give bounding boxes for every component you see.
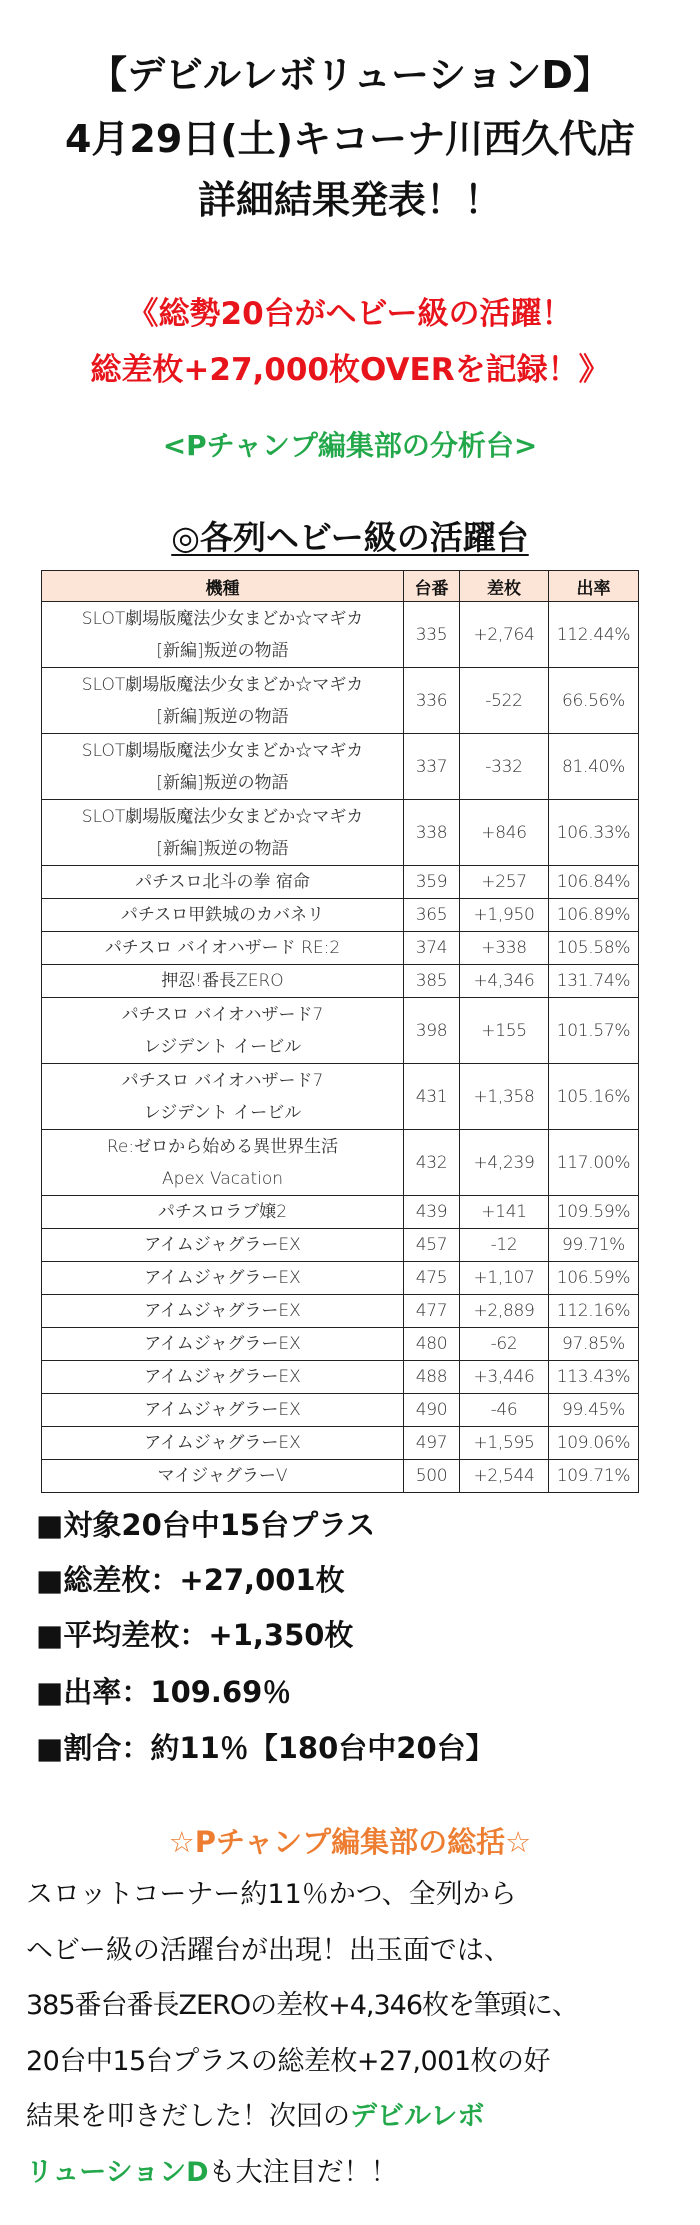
cell-diff: +257 (460, 866, 549, 899)
cell-rate: 106.89% (549, 899, 639, 932)
cell-diff: -12 (460, 1229, 549, 1262)
cell-model (42, 1196, 404, 1229)
cell-diff: +1,595 (460, 1427, 549, 1460)
cell-rate: 131.74% (549, 965, 639, 998)
table-row (42, 1427, 639, 1460)
model-name-line-1: パチスロ バイオハザード RE:2 (104, 938, 341, 958)
conclusion-text-5: 結果を叩きだした！次回の (26, 2101, 350, 2132)
cell-rate: 112.44% (549, 602, 639, 668)
cell-diff: +1,950 (460, 899, 549, 932)
results-table (41, 570, 639, 1493)
conclusion-line-1: スロットコーナー約11％かつ、全列から (26, 1879, 517, 1910)
table-row (42, 965, 639, 998)
cell-diff: +3,446 (460, 1361, 549, 1394)
title-line-3: 詳細結果発表！！ (197, 178, 502, 222)
model-name-line-1: アイムジャグラーEX (144, 1433, 301, 1453)
cell-rate: 101.57% (549, 998, 639, 1064)
event-name-highlight-1: デビルレボ (350, 2101, 485, 2132)
cell-machine-no: 439 (404, 1196, 460, 1229)
cell-diff: -62 (460, 1328, 549, 1361)
conclusion-line-5 (26, 2089, 686, 2145)
conclusion-line-6 (26, 2145, 686, 2201)
header-rate: 出率 (549, 571, 639, 602)
cell-machine-no: 432 (404, 1130, 460, 1196)
table-row (42, 1394, 639, 1427)
cell-rate: 117.00% (549, 1130, 639, 1196)
conclusion-line-3: 385番台番長ZEROの差枚+4,346枚を筆頭に、 (26, 1990, 579, 2021)
table-row (42, 932, 639, 965)
cell-rate: 106.33% (549, 800, 639, 866)
model-name-line-1: パチスロラブ嬢2 (157, 1202, 288, 1222)
cell-machine-no: 457 (404, 1229, 460, 1262)
cell-rate: 112.16% (549, 1295, 639, 1328)
header-machine-no: 台番 (404, 571, 460, 602)
cell-machine-no: 398 (404, 998, 460, 1064)
model-name-line-2: [新編]叛逆の物語 (156, 640, 289, 661)
event-name-highlight-2: リューションD (26, 2156, 209, 2188)
cell-machine-no: 335 (404, 602, 460, 668)
cell-diff: +4,346 (460, 965, 549, 998)
cell-rate: 109.59% (549, 1196, 639, 1229)
model-name-line-2: [新編]叛逆の物語 (156, 838, 289, 859)
cell-model (42, 998, 404, 1064)
cell-model (42, 1295, 404, 1328)
cell-rate: 105.58% (549, 932, 639, 965)
conclusion-line-4: 20台中15台プラスの総差枚+27,001枚の好 (26, 2045, 550, 2077)
cell-model (42, 668, 404, 734)
conclusion-line-2: ヘビー級の活躍台が出現！出玉面では、 (26, 1934, 511, 1966)
cell-diff: +4,239 (460, 1130, 549, 1196)
cell-rate: 106.59% (549, 1262, 639, 1295)
cell-model (42, 602, 404, 668)
table-row (42, 866, 639, 899)
model-name-line-1: アイムジャグラーEX (144, 1334, 301, 1354)
section-title (0, 518, 700, 558)
model-name-line-1: パチスロ バイオハザード7 (121, 1004, 324, 1025)
cell-diff: +338 (460, 932, 549, 965)
cell-diff: +846 (460, 800, 549, 866)
cell-machine-no: 365 (404, 899, 460, 932)
model-name-line-1: アイムジャグラーEX (144, 1367, 301, 1387)
conclusion-heading: ☆Pチャンプ編集部の総括☆ (168, 1825, 532, 1859)
table-row (42, 668, 639, 734)
cell-model (42, 1130, 404, 1196)
cell-diff: +141 (460, 1196, 549, 1229)
cell-rate: 113.43% (549, 1361, 639, 1394)
model-name-line-2: [新編]叛逆の物語 (156, 772, 289, 793)
cell-diff: +1,358 (460, 1064, 549, 1130)
model-name-line-2: レジデント イービル (143, 1036, 302, 1057)
cell-diff: -522 (460, 668, 549, 734)
cell-machine-no: 374 (404, 932, 460, 965)
model-name-line-2: レジデント イービル (143, 1102, 302, 1123)
model-name-line-1: Re:ゼロから始める異世界生活 (106, 1136, 339, 1157)
table-row (42, 899, 639, 932)
summary-ratio: ■割合：約11％【180台中20台】 (36, 1731, 495, 1765)
cell-rate: 99.71% (549, 1229, 639, 1262)
table-row (42, 1196, 639, 1229)
model-name-line-2: Apex Vacation (161, 1168, 284, 1189)
table-row (42, 1229, 639, 1262)
cell-machine-no: 359 (404, 866, 460, 899)
table-header-row (42, 571, 639, 602)
analysis-label: <Pチャンプ編集部の分析台> (162, 429, 538, 462)
cell-model (42, 800, 404, 866)
cell-machine-no: 338 (404, 800, 460, 866)
model-name-line-1: SLOT劇場版魔法少女まどか☆マギカ (81, 608, 364, 629)
model-name-line-1: パチスロ甲鉄城のカバネリ (120, 905, 325, 925)
cell-rate: 106.84% (549, 866, 639, 899)
model-name-line-1: パチスロ バイオハザード7 (121, 1070, 324, 1091)
cell-machine-no: 497 (404, 1427, 460, 1460)
cell-diff: +1,107 (460, 1262, 549, 1295)
model-name-line-1: SLOT劇場版魔法少女まどか☆マギカ (81, 740, 364, 761)
cell-diff: +155 (460, 998, 549, 1064)
table-row (42, 1460, 639, 1493)
table-row (42, 998, 639, 1064)
table-row (42, 1328, 639, 1361)
cell-model (42, 1394, 404, 1427)
cell-rate: 97.85% (549, 1328, 639, 1361)
summary-plus-count: ■対象20台中15台プラス (36, 1508, 376, 1542)
cell-machine-no: 336 (404, 668, 460, 734)
cell-model (42, 932, 404, 965)
cell-machine-no: 490 (404, 1394, 460, 1427)
cell-machine-no: 480 (404, 1328, 460, 1361)
highlight-line-1: 《総勢20台がヘビー級の活躍！ (127, 296, 573, 332)
cell-machine-no: 385 (404, 965, 460, 998)
cell-model (42, 1427, 404, 1460)
cell-diff: -46 (460, 1394, 549, 1427)
cell-rate: 109.71% (549, 1460, 639, 1493)
cell-diff: +2,764 (460, 602, 549, 668)
cell-rate: 105.16% (549, 1064, 639, 1130)
model-name-line-1: SLOT劇場版魔法少女まどか☆マギカ (81, 806, 364, 827)
model-name-line-1: アイムジャグラーEX (144, 1301, 301, 1321)
cell-model (42, 965, 404, 998)
cell-rate: 81.40% (549, 734, 639, 800)
conclusion-text-6: も大注目だ！！ (208, 2156, 398, 2188)
cell-machine-no: 475 (404, 1262, 460, 1295)
summary-rate: ■出率：109.69％ (36, 1675, 292, 1709)
table-row (42, 800, 639, 866)
table-row (42, 1361, 639, 1394)
cell-model (42, 1064, 404, 1130)
model-name-line-1: アイムジャグラーEX (144, 1268, 301, 1288)
cell-machine-no: 337 (404, 734, 460, 800)
highlight-line-2: 総差枚+27,000枚OVERを記録！》 (90, 352, 610, 388)
cell-model (42, 899, 404, 932)
cell-machine-no: 500 (404, 1460, 460, 1493)
header-model: 機種 (42, 571, 404, 602)
model-name-line-1: アイムジャグラーEX (144, 1235, 301, 1255)
cell-model (42, 1361, 404, 1394)
table-row (42, 1262, 639, 1295)
cell-diff: +2,889 (460, 1295, 549, 1328)
cell-machine-no: 477 (404, 1295, 460, 1328)
cell-machine-no: 488 (404, 1361, 460, 1394)
model-name-line-1: 押忍!番長ZERO (161, 971, 284, 991)
table-row (42, 1130, 639, 1196)
cell-rate: 66.56% (549, 668, 639, 734)
model-name-line-1: マイジャグラーV (157, 1466, 288, 1486)
cell-model (42, 1460, 404, 1493)
cell-diff: +2,544 (460, 1460, 549, 1493)
table-row (42, 602, 639, 668)
section-title-text: ◎各列ヘビー級の活躍台 (171, 518, 529, 557)
table-row (42, 1064, 639, 1130)
cell-model (42, 1328, 404, 1361)
cell-model (42, 1229, 404, 1262)
model-name-line-1: パチスロ北斗の拳 宿命 (135, 872, 310, 892)
model-name-line-2: [新編]叛逆の物語 (156, 706, 289, 727)
cell-rate: 99.45% (549, 1394, 639, 1427)
cell-model (42, 734, 404, 800)
cell-machine-no: 431 (404, 1064, 460, 1130)
summary-avg-diff: ■平均差枚：+1,350枚 (36, 1618, 354, 1652)
title-line-1: 【デビルレボリューションD】 (89, 53, 611, 97)
model-name-line-1: アイムジャグラーEX (144, 1400, 301, 1420)
title-line-2: 4月29日(土)キコーナ川西久代店 (64, 117, 636, 161)
table-row (42, 734, 639, 800)
table-body (42, 602, 639, 1493)
cell-rate: 109.06% (549, 1427, 639, 1460)
summary-total-diff: ■総差枚：+27,001枚 (36, 1563, 345, 1597)
header-diff: 差枚 (460, 571, 549, 602)
cell-model (42, 1262, 404, 1295)
cell-diff: -332 (460, 734, 549, 800)
table-row (42, 1295, 639, 1328)
model-name-line-1: SLOT劇場版魔法少女まどか☆マギカ (81, 674, 364, 695)
cell-model (42, 866, 404, 899)
conclusion-text (26, 1867, 686, 2200)
